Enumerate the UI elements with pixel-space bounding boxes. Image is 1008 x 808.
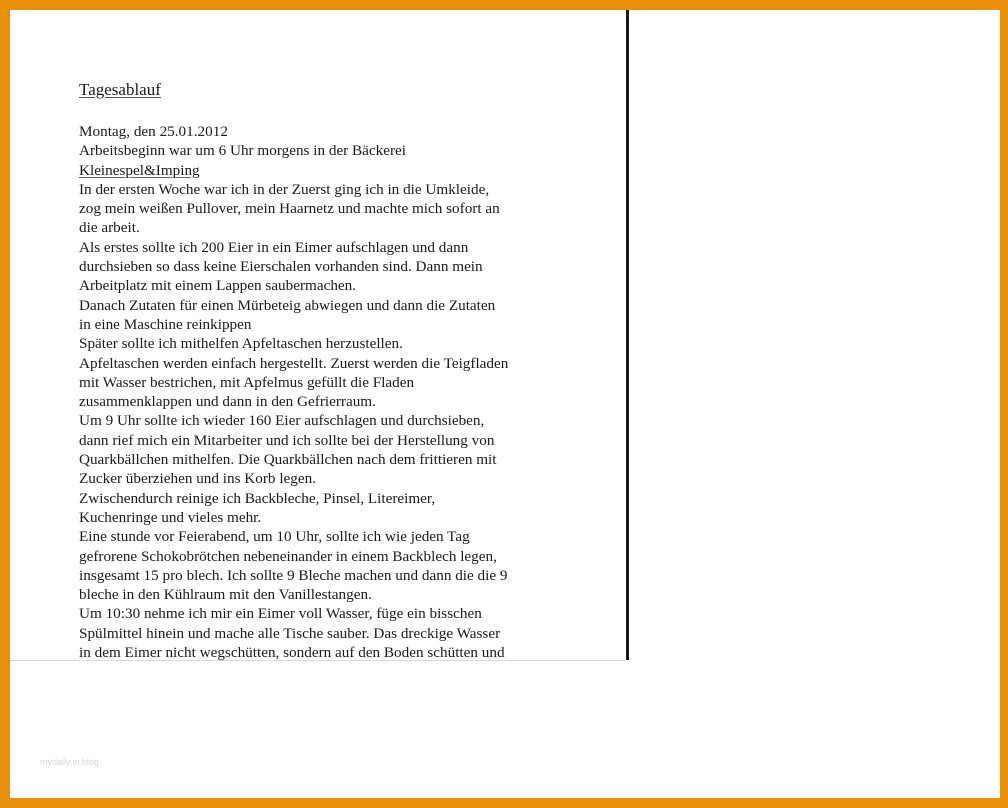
- document-line: Apfeltaschen werden einfach hergestellt. Zuerst werden die Teigfladen: [79, 354, 509, 372]
- document-line: Montag, den 25.01.2012: [79, 123, 228, 140]
- document-line-bakery-name: Kleinespel&Imping: [79, 161, 200, 179]
- document-line: gefrorene Schokobrötchen nebeneinander in einem Backblech legen,: [79, 547, 497, 565]
- document-line: Danach Zutaten für einen Mürbeteig abwiegen und dann die Zutaten: [79, 296, 496, 314]
- document-title: Tagesablauf: [79, 80, 161, 99]
- document-line: Zucker überziehen und ins Korb legen.: [79, 470, 317, 488]
- document-line: in dem Eimer nicht wegschütten, sondern auf den Boden schütten und: [79, 644, 505, 661]
- document-line: Arbeitsbeginn war um 6 Uhr morgens in der Bäckerei: [79, 142, 407, 160]
- document-line: Als erstes sollte ich 200 Eier in ein Eimer aufschlagen und dann: [79, 238, 469, 256]
- document-line: Später sollte ich mithelfen Apfeltaschen herzustellen.: [79, 335, 403, 353]
- document-line: in eine Maschine reinkippen: [79, 315, 252, 333]
- document-line: dann rief mich ein Mitarbeiter und ich sollte bei der Herstellung von: [79, 431, 495, 449]
- document-line: zog mein weißen Pullover, mein Haarnetz und machte mich sofort an: [79, 200, 500, 218]
- document-line: Um 9 Uhr sollte ich wieder 160 Eier aufschlagen und durchsieben,: [79, 412, 485, 430]
- document-line: mit Wasser bestrichen, mit Apfelmus gefüllt die Fladen: [79, 373, 415, 391]
- document-body: [79, 122, 579, 661]
- document-line: Zwischendurch reinige ich Backbleche, Pinsel, Litereimer,: [79, 489, 436, 507]
- document-line: zusammenklappen und dann in den Gefrierraum.: [79, 393, 376, 411]
- page-edge-divider: [626, 10, 629, 660]
- document-line: Um 10:30 nehme ich mir ein Eimer voll Wasser, füge ein bisschen: [79, 605, 482, 623]
- document-line: die arbeit.: [79, 219, 140, 237]
- document-line: Quarkbällchen mithelfen. Die Quarkbällchen nach dem frittieren mit: [79, 451, 497, 469]
- document-line: Arbeitplatz mit einem Lappen saubermachen.: [79, 277, 357, 295]
- document-line: Kuchenringe und vieles mehr.: [79, 508, 262, 526]
- document-line: durchsieben so dass keine Eierschalen vorhanden sind. Dann mein: [79, 258, 483, 276]
- document-line: In der ersten Woche war ich in der Zuerst ging ich in die Umkleide,: [79, 180, 490, 198]
- watermark: mydaily.in.blog: [40, 757, 99, 767]
- document-page: [10, 10, 626, 661]
- document-line: insgesamt 15 pro blech. Ich sollte 9 Bleche machen und dann die die 9: [79, 566, 508, 584]
- document-line: Spülmittel hinein und mache alle Tische sauber. Das dreckige Wasser: [79, 624, 501, 642]
- document-line: Eine stunde vor Feierabend, um 10 Uhr, sollte ich wie jeden Tag: [79, 528, 470, 546]
- document-line: bleche in den Kühlraum mit den Vanillestangen.: [79, 586, 372, 604]
